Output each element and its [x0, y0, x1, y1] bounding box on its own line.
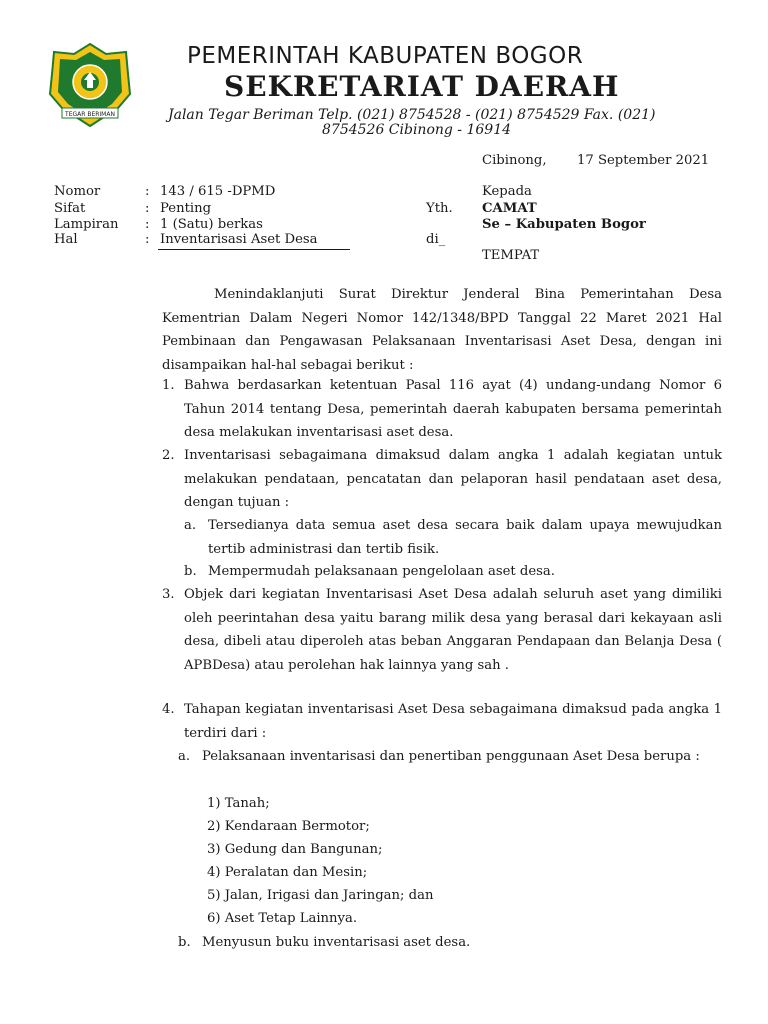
meta-colon: :: [145, 232, 150, 247]
sub-point-letter: b.: [178, 935, 191, 950]
intro-text: Menindaklanjuti Surat Direktur Jenderal Bina Pemerintahan Desa Kementrian Dalam Negeri Nomor 142/1348/BPD Tanggal 22 Maret 2021 Hal Pembinaan dan Pengawasan Pelaksanaan Inventarisasi Aset Desa, dengan ini disampaikan hal-hal sebagai berikut :: [162, 287, 722, 373]
list-item-number: 1): [207, 796, 221, 811]
point-text: Bahwa berdasarkan ketentuan Pasal 116 ayat (4) undang-undang Nomor 6 Tahun 2014 tentang Desa, pemerintah daerah kabupaten bersama pemerintah desa melakukan inventarisasi aset desa.: [184, 378, 722, 440]
sub-point-text: Tersedianya data semua aset desa secara baik dalam upaya mewujudkan tertib administrasi dan tertib fisik.: [208, 518, 722, 557]
point-3: [162, 583, 722, 677]
sub-point-text: Menyusun buku inventarisasi aset desa.: [202, 935, 471, 950]
government-name: PEMERINTAH KABUPATEN BOGOR: [187, 43, 584, 69]
address-line-2: 8754526 Cibinong - 16914: [322, 122, 512, 138]
list-item: [207, 838, 382, 862]
point-1: [162, 374, 722, 445]
logo-motto: TEGAR BERIMAN: [65, 111, 115, 118]
point-number: 3.: [162, 587, 175, 602]
list-item-text: Gedung dan Bangunan;: [224, 842, 383, 857]
list-item: [207, 907, 357, 931]
point-text: Inventarisasi sebagaimana dimaksud dalam angka 1 adalah kegiatan untuk melakukan pendataan, pencatatan dan pelaporan hasil pendataan aset desa, dengan tujuan :: [184, 448, 722, 510]
office-name: SEKRETARIAT DAERAH: [224, 70, 620, 103]
address-line-1: Jalan Tegar Beriman Telp. (021) 8754528 - (021) 8754529 Fax. (021): [168, 107, 656, 123]
sub-point-letter: a.: [178, 749, 191, 764]
meta-label-lampiran: Lampiran: [54, 217, 119, 232]
recipient-kepada: Kepada: [482, 184, 532, 199]
list-item: [207, 861, 367, 885]
subject-underline: [158, 249, 350, 250]
list-item-number: 6): [207, 911, 221, 926]
point-number: 1.: [162, 378, 175, 393]
list-item-number: 4): [207, 865, 221, 880]
sub-point-letter: a.: [184, 518, 197, 533]
list-item-text: Tanah;: [224, 796, 270, 811]
recipient-di: di_: [426, 232, 446, 247]
meta-label-sifat: Sifat: [54, 201, 86, 216]
sub-point-text: Mempermudah pelaksanaan pengelolaan aset desa.: [208, 564, 555, 579]
list-item-text: Kendaraan Bermotor;: [224, 819, 370, 834]
list-item-number: 5): [207, 888, 221, 903]
list-item-number: 2): [207, 819, 221, 834]
point-2: [162, 444, 722, 515]
point-2-sub-b: [184, 560, 722, 584]
point-number: 2.: [162, 448, 175, 463]
list-item-text: Peralatan dan Mesin;: [224, 865, 368, 880]
point-4: [162, 698, 722, 745]
recipient-yth: Yth.: [426, 201, 453, 216]
meta-value-lampiran: 1 (Satu) berkas: [160, 217, 263, 232]
recipient-place: TEMPAT: [482, 248, 540, 263]
list-item: [207, 884, 433, 908]
date-place: Cibinong,: [482, 153, 547, 168]
meta-value-nomor: 143 / 615 -DPMD: [160, 184, 276, 199]
meta-value-sifat: Penting: [160, 201, 212, 216]
meta-colon: :: [145, 201, 150, 216]
meta-colon: :: [145, 217, 150, 232]
intro-paragraph: [162, 283, 722, 377]
point-4-sub-b: [178, 931, 722, 955]
point-text: Objek dari kegiatan Inventarisasi Aset Desa adalah seluruh aset yang dimiliki oleh peerintahan desa yaitu barang milik desa yang berasal dari kekayaan asli desa, dibeli atau diperoleh atas beban Anggaran Pendapaan dan Belanja Desa ( APBDesa) atau perolehan hak lainnya yang sah .: [184, 587, 722, 673]
recipient-name: CAMAT: [482, 201, 537, 216]
point-text: Tahapan kegiatan inventarisasi Aset Desa sebagaimana dimaksud pada angka 1 terdiri dari :: [184, 702, 722, 741]
meta-label-nomor: Nomor: [54, 184, 101, 199]
recipient-org: Se – Kabupaten Bogor: [482, 217, 646, 232]
point-number: 4.: [162, 702, 175, 717]
list-item: [207, 792, 270, 816]
meta-value-hal: Inventarisasi Aset Desa: [160, 232, 318, 247]
kabupaten-bogor-emblem: [48, 42, 132, 130]
list-item-text: Jalan, Irigasi dan Jaringan; dan: [224, 888, 434, 903]
meta-colon: :: [145, 184, 150, 199]
list-item-text: Aset Tetap Lainnya.: [224, 911, 358, 926]
list-item-number: 3): [207, 842, 221, 857]
meta-label-hal: Hal: [54, 232, 78, 247]
list-item: [207, 815, 370, 839]
sub-point-text: Pelaksanaan inventarisasi dan penertiban penggunaan Aset Desa berupa :: [202, 749, 700, 764]
point-4-sub-a: [178, 745, 722, 769]
point-2-sub-a: [184, 514, 722, 561]
letter-date: 17 September 2021: [577, 153, 710, 168]
sub-point-letter: b.: [184, 564, 197, 579]
